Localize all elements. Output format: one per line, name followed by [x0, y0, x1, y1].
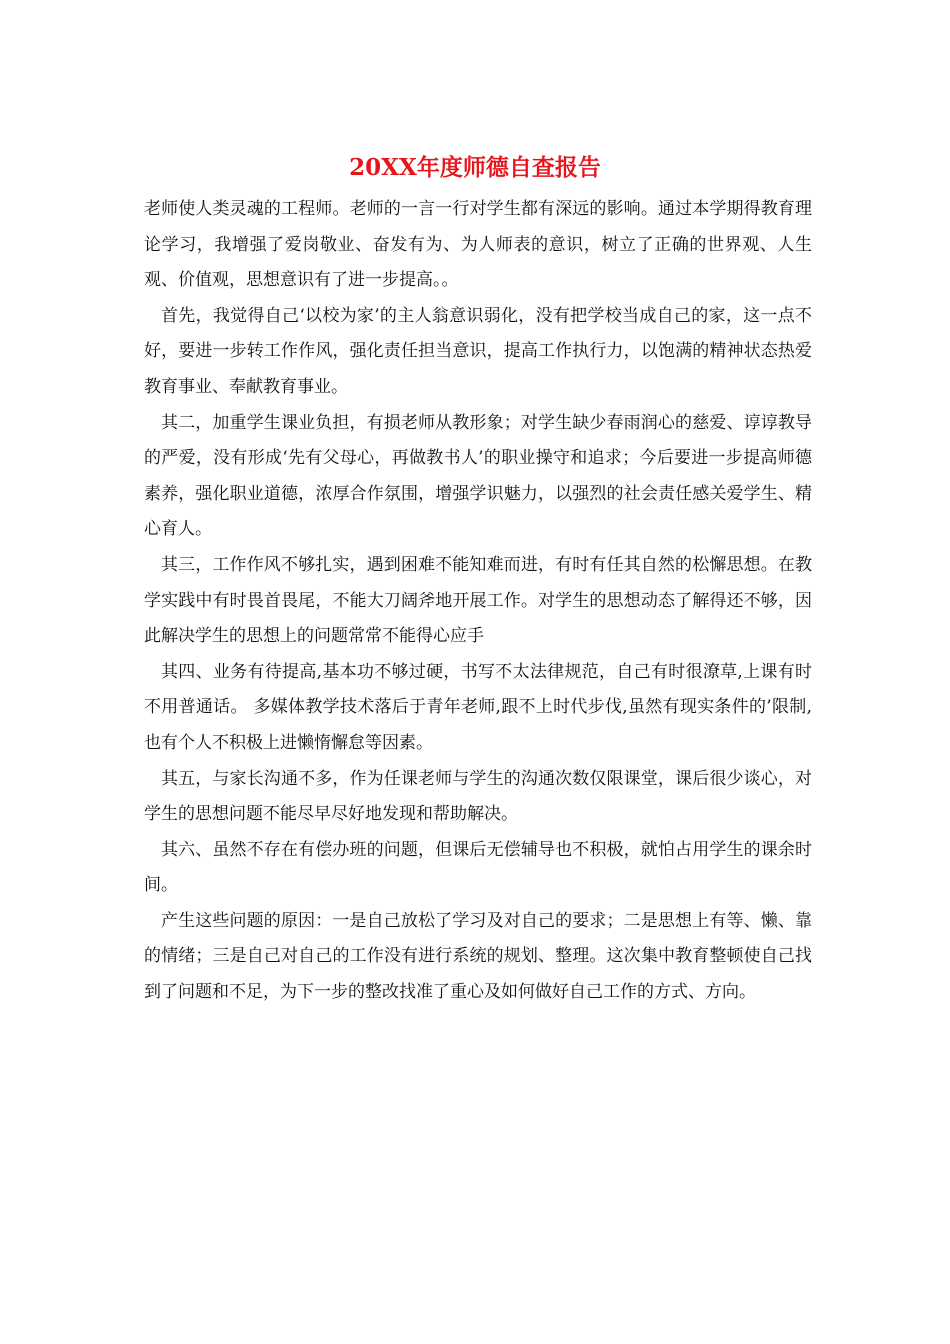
paragraph-sixth: 其六、虽然不存在有偿办班的问题，但课后无偿辅导也不积极，就怕占用学生的课余时间。 — [144, 839, 812, 896]
paragraph-first: 首先，我觉得自己‘以校为家’的主人翁意识弱化，没有把学校当成自己的家，这一点不好，要进一步转工作作风，强化责任担当意识，提高工作执行力，以饱满的精神状态热爱教育事业、奉献教育事业。 — [144, 305, 812, 397]
paragraph-intro: 老师使人类灵魂的工程师。老师的一言一行对学生都有深远的影响。通过本学期得教育理论学习，我增强了爱岗敬业、奋发有为、为人师表的意识，树立了正确的世界观、人生观、价值观，思想意识有了进一步提高。。 — [144, 199, 812, 291]
paragraph-causes: 产生这些问题的原因：一是自己放松了学习及对自己的要求；二是思想上有等、懒、靠的情绪；三是自己对自己的工作没有进行系统的规划、整理。这次集中教育整顿使自己找到了问题和不足，为下一步的整改找准了重心及如何做好自己工作的方式、方向。 — [144, 910, 812, 1003]
paragraph-third: 其三，工作作风不够扎实，遇到困难不能知难而进，有时有任其自然的松懈思想。在教学实践中有时畏首畏尾，不能大刀阔斧地开展工作。对学生的思想动态了解得还不够，因此解决学生的思想上的问题常常不能得心应手 — [144, 554, 812, 647]
paragraph-fifth: 其五，与家长沟通不多，作为任课老师与学生的沟通次数仅限课堂，课后很少谈心，对学生的思想问题不能尽早尽好地发现和帮助解决。 — [144, 768, 812, 825]
document-title: 20XX年度师德自查报告 — [349, 154, 601, 181]
paragraph-fourth: 其四、业务有待提高,基本功不够过硬，书写不太法律规范，自己有时很潦草,上课有时不用普通话。 多媒体教学技术落后于青年老师,跟不上时代步伐,虽然有现实条件的’限制,也有个人不积极上进懒惰懈怠等因素。 — [144, 661, 812, 753]
paragraph-second: 其二，加重学生课业负担，有损老师从教形象；对学生缺少春雨润心的慈爱、谆谆教导的严爱，没有形成‘先有父母心，再做教书人’的职业操守和追求；今后要进一步提高师德素养，强化职业道德，浓厚合作氛围，增强学识魅力，以强烈的社会责任感关爱学生、精心育人。 — [144, 412, 812, 540]
document-body — [144, 192, 812, 1011]
